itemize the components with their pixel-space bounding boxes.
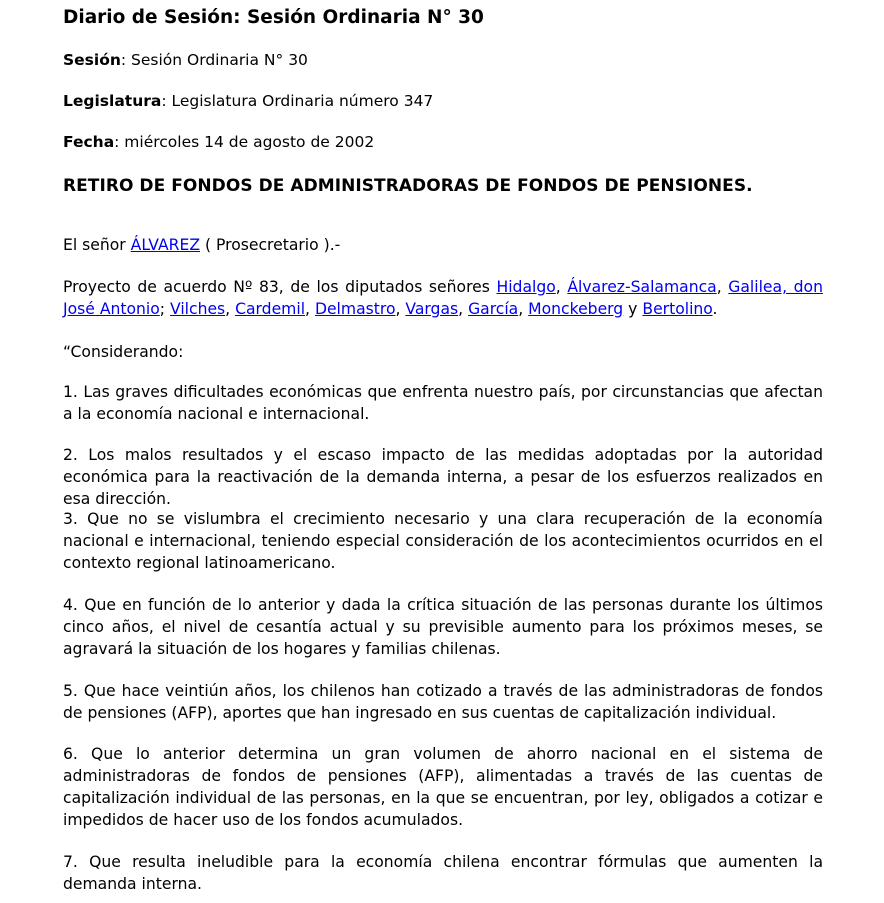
deputy-link-monckeberg[interactable]: Monckeberg [528, 300, 624, 318]
fecha-label: Fecha [63, 133, 115, 151]
deputy-link-cardemil[interactable]: Cardemil [235, 300, 306, 318]
considerando-item-7: 7. Que resulta ineludible para la economía chilena encontrar fórmulas que aumenten la demanda interna. [63, 853, 823, 893]
legislatura-line [63, 90, 433, 112]
deputy-link-vargas[interactable]: Vargas [405, 300, 459, 318]
considerando-item-4: 4. Que en función de lo anterior y dada la crítica situación de las personas durante los últimos cinco años, el nivel de cesantía actual y su previsible aumento para los próximos meses, se agravará la situación de los hogares y familias chilenas. [63, 596, 823, 658]
speaker-link[interactable]: ÁLVAREZ [130, 236, 201, 254]
fecha-value: : miércoles 14 de agosto de 2002 [114, 133, 375, 151]
speaker-suffix: ( Prosecretario ).- [200, 236, 341, 254]
speaker-line [63, 234, 823, 256]
considerando-line: “Considerando: [63, 343, 184, 361]
separator: , [395, 300, 406, 318]
separator: , [305, 300, 315, 318]
separator: , [555, 278, 568, 296]
deputy-link-delmastro[interactable]: Delmastro [314, 300, 396, 318]
deputy-link-bertolino[interactable]: Bertolino [642, 300, 713, 318]
considerando-item-6: 6. Que lo anterior determina un gran volumen de ahorro nacional en el sistema de administradoras de fondos de pensiones (AFP), alimentadas a través de las cuentas de capitalización individual de las personas, en la que se encuentran, por ley, obligados a cotizar e impedidos de hacer uso de los fondos acumulados. [63, 745, 823, 829]
legislatura-label: Legislatura [63, 92, 162, 110]
section-heading: RETIRO DE FONDOS DE ADMINISTRADORAS DE FONDOS DE PENSIONES. [63, 176, 753, 196]
sesion-label: Sesión [63, 51, 121, 69]
document-title: Diario de Sesión: Sesión Ordinaria N° 30 [63, 7, 484, 28]
separator: , [458, 300, 469, 318]
sesion-value: : Sesión Ordinaria N° 30 [120, 51, 308, 69]
proyecto-intro: Proyecto de acuerdo Nº 83, de los diputados señores [63, 278, 497, 296]
proyecto-paragraph [63, 276, 823, 320]
deputy-link-galilea[interactable]: Galilea, don José Antonio [63, 278, 823, 318]
separator: . [712, 300, 718, 318]
separator: , [518, 300, 529, 318]
considerando-item-3: 3. Que no se vislumbra el crecimiento necesario y una clara recuperación de la economía nacional e internacional, teniendo especial consideración de los acontecimientos ocurridos en el contexto regional latinoamericano. [63, 510, 823, 572]
legislatura-value: : Legislatura Ordinaria número 347 [161, 92, 434, 110]
fecha-line [63, 131, 374, 153]
separator: ; [159, 300, 170, 318]
deputy-link-vilches[interactable]: Vilches [170, 300, 226, 318]
deputy-link-alvarez-salamanca[interactable]: Álvarez-Salamanca [567, 278, 717, 296]
separator: , [225, 300, 236, 318]
considerando-item-5: 5. Que hace veintiún años, los chilenos han cotizado a través de las administradoras de fondos de pensiones (AFP), aportes que han ingresado en sus cuentas de capitalización individual. [63, 682, 823, 722]
deputy-link-hidalgo[interactable]: Hidalgo [496, 278, 556, 296]
considerando-item-1: 1. Las graves dificultades económicas que enfrenta nuestro país, por circunstancias que afectan a la economía nacional e internacional. [63, 383, 823, 423]
sesion-line [63, 49, 308, 71]
separator: y [623, 300, 643, 318]
speaker-prefix: El señor [63, 236, 131, 254]
deputy-link-garcia[interactable]: García [468, 300, 519, 318]
separator: , [716, 278, 729, 296]
considerando-item-2: 2. Los malos resultados y el escaso impacto de las medidas adoptadas por la autoridad económica para la reactivación de la demanda interna, a pesar de los esfuerzos realizados en esa dirección. [63, 446, 823, 508]
